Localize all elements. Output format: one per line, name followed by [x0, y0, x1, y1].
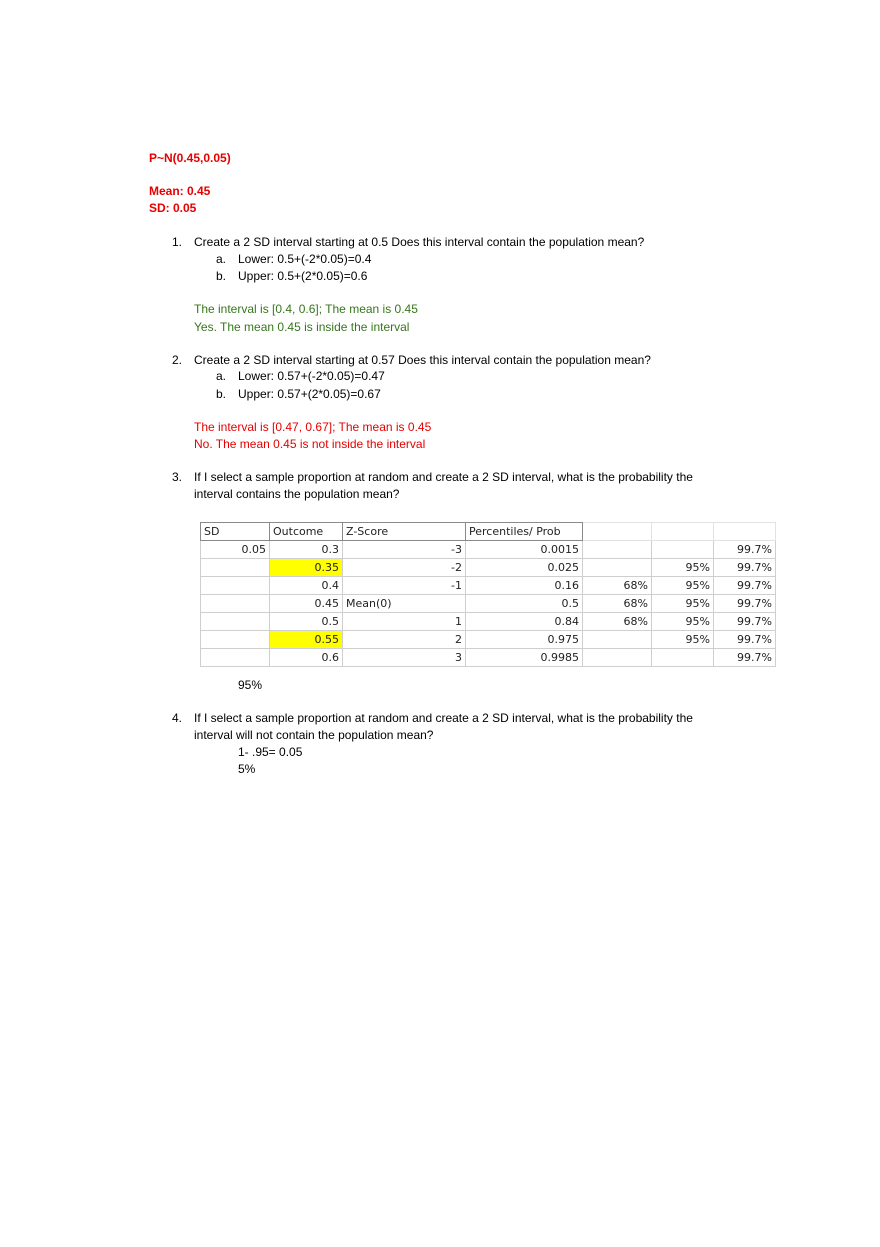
table-cell [201, 631, 270, 649]
q3-answer: 95% [238, 678, 263, 692]
table-header-row [201, 523, 776, 541]
table-cell: 68% [583, 577, 652, 595]
table-cell: 0.84 [466, 613, 583, 631]
sd-line: SD: 0.05 [149, 201, 197, 215]
q1-b-label: b. [216, 269, 227, 283]
table-cell: 0.16 [466, 577, 583, 595]
header-percentiles: Percentiles/ Prob [466, 523, 583, 541]
table-row [201, 595, 776, 613]
table-cell [583, 541, 652, 559]
table-cell: 2 [343, 631, 466, 649]
table-cell: 95% [652, 631, 714, 649]
header-outcome: Outcome [270, 523, 343, 541]
table-cell: 3 [343, 649, 466, 667]
table-cell: 0.5 [466, 595, 583, 613]
header-sd: SD [201, 523, 270, 541]
distribution-heading: P~N(0.45,0.05) [149, 151, 231, 165]
table-cell: 0.0015 [466, 541, 583, 559]
z-score-table [200, 522, 776, 667]
table-cell [201, 613, 270, 631]
table-cell: 95% [652, 577, 714, 595]
table-row [201, 613, 776, 631]
q2-b-text: Upper: 0.57+(2*0.05)=0.67 [238, 387, 381, 401]
q4-answer: 5% [238, 762, 256, 776]
q1-b-text: Upper: 0.5+(2*0.05)=0.6 [238, 269, 368, 283]
table-cell [201, 577, 270, 595]
table-cell: 99.7% [714, 631, 776, 649]
header-z-score: Z-Score [343, 523, 466, 541]
q4-calculation: 1- .95= 0.05 [238, 745, 303, 759]
q2-b-label: b. [216, 387, 227, 401]
q1-number: 1. [172, 235, 183, 249]
header-blank [583, 523, 652, 541]
table-cell-highlighted: 0.35 [270, 559, 343, 577]
table-cell: -3 [343, 541, 466, 559]
table-cell: 0.5 [270, 613, 343, 631]
table-cell: Mean(0) [343, 595, 466, 613]
q1-answer-interval: The interval is [0.4, 0.6]; The mean is 0.45 [194, 302, 418, 316]
table-cell: 0.3 [270, 541, 343, 559]
table-cell: 99.7% [714, 559, 776, 577]
q1-answer-conclusion: Yes. The mean 0.45 is inside the interval [194, 320, 410, 334]
header-blank [714, 523, 776, 541]
table-cell [201, 595, 270, 613]
table-cell: 0.4 [270, 577, 343, 595]
q1-text: Create a 2 SD interval starting at 0.5 Does this interval contain the population mean? [194, 235, 645, 249]
table-cell: 0.6 [270, 649, 343, 667]
table-cell [201, 559, 270, 577]
table-cell [583, 559, 652, 577]
q1-a-label: a. [216, 252, 227, 266]
table-cell: 99.7% [714, 541, 776, 559]
table-cell: 0.025 [466, 559, 583, 577]
table-cell: 0.975 [466, 631, 583, 649]
table-cell: 95% [652, 613, 714, 631]
table-cell: 99.7% [714, 577, 776, 595]
table-cell: 0.45 [270, 595, 343, 613]
q4-number: 4. [172, 711, 183, 725]
q3-text-line2: interval contains the population mean? [194, 487, 400, 501]
q2-answer-interval: The interval is [0.47, 0.67]; The mean is 0.45 [194, 420, 432, 434]
table-cell: 68% [583, 613, 652, 631]
table-cell [583, 649, 652, 667]
header-blank [652, 523, 714, 541]
q1-a-text: Lower: 0.5+(-2*0.05)=0.4 [238, 252, 372, 266]
q4-text-line2: interval will not contain the population mean? [194, 728, 434, 742]
q2-text: Create a 2 SD interval starting at 0.57 Does this interval contain the population mean? [194, 353, 651, 367]
table-cell [583, 631, 652, 649]
q2-number: 2. [172, 353, 183, 367]
table-row [201, 541, 776, 559]
q3-text-line1: If I select a sample proportion at random and create a 2 SD interval, what is the probability the [194, 470, 693, 484]
mean-line: Mean: 0.45 [149, 184, 211, 198]
table-cell-highlighted: 0.55 [270, 631, 343, 649]
table-cell [652, 649, 714, 667]
q2-a-label: a. [216, 369, 227, 383]
table-row [201, 577, 776, 595]
table-cell: 99.7% [714, 649, 776, 667]
table-cell [652, 541, 714, 559]
table-row [201, 559, 776, 577]
table-cell: 99.7% [714, 613, 776, 631]
q4-text-line1: If I select a sample proportion at random and create a 2 SD interval, what is the probability the [194, 711, 693, 725]
table-cell: 95% [652, 595, 714, 613]
table-row [201, 631, 776, 649]
q3-number: 3. [172, 470, 183, 484]
table-cell: 95% [652, 559, 714, 577]
table-cell: 68% [583, 595, 652, 613]
table-cell: 1 [343, 613, 466, 631]
table-cell [201, 649, 270, 667]
q2-a-text: Lower: 0.57+(-2*0.05)=0.47 [238, 369, 385, 383]
table-cell: 0.05 [201, 541, 270, 559]
table-cell: 0.9985 [466, 649, 583, 667]
table-row [201, 649, 776, 667]
table-cell: -2 [343, 559, 466, 577]
q2-answer-conclusion: No. The mean 0.45 is not inside the interval [194, 437, 426, 451]
table-cell: -1 [343, 577, 466, 595]
table-cell: 99.7% [714, 595, 776, 613]
